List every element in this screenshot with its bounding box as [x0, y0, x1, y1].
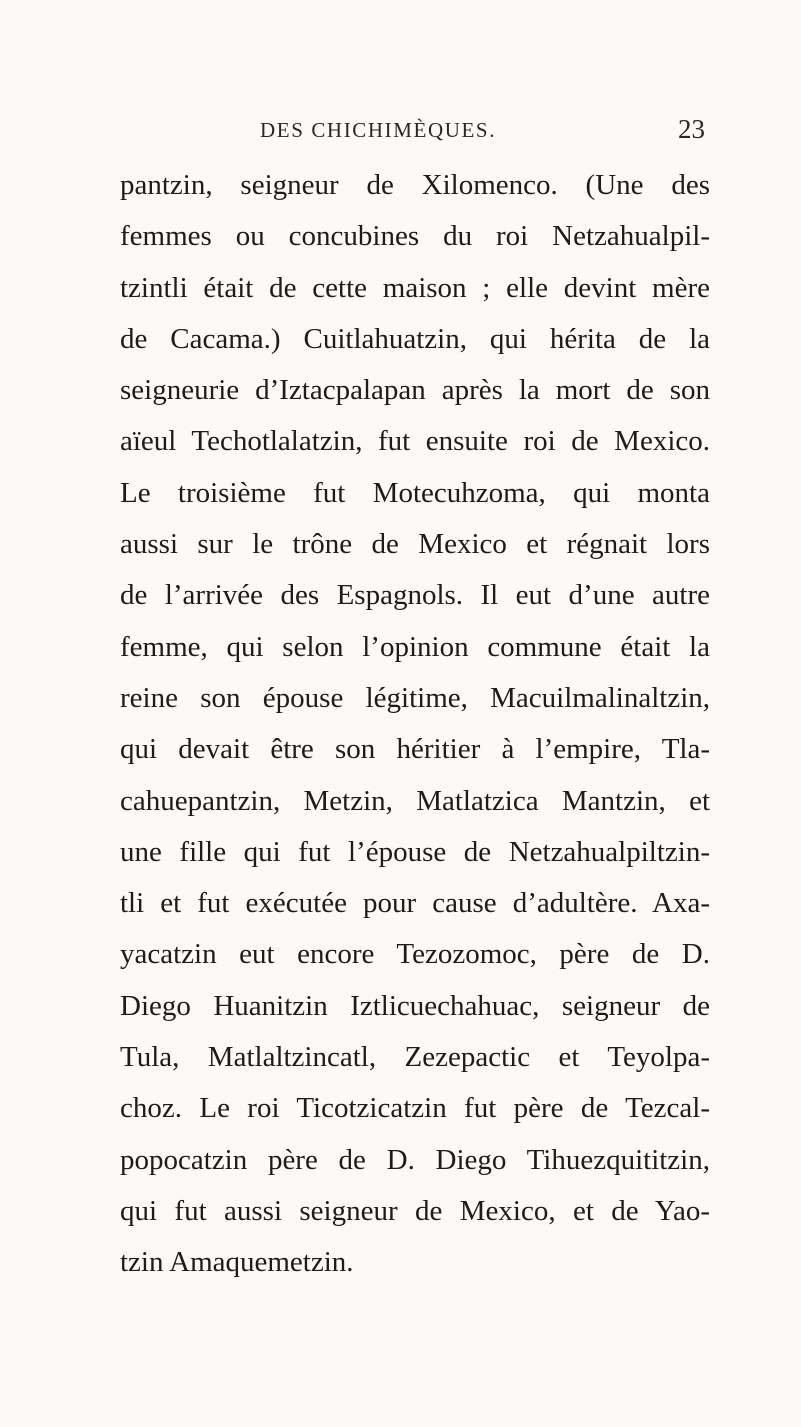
text-line: aussi sur le trône de Mexico et régnait lors [120, 528, 710, 561]
text-line: tzin Amaquemetzin. [120, 1246, 354, 1279]
text-line: une fille qui fut l’épouse de Netzahualpiltzin- [120, 835, 710, 868]
text-line: Diego Huanitzin Iztlicuechahuac, seigneur de [120, 989, 710, 1022]
text-line: choz. Le roi Ticotzicatzin fut père de Tezcal- [120, 1092, 710, 1125]
text-line: seigneurie d’Iztacpalapan après la mort de son [120, 374, 710, 407]
text-line: tzintli était de cette maison ; elle devint mère [120, 271, 710, 304]
text-line: yacatzin eut encore Tezozomoc, père de D. [120, 938, 710, 971]
text-line: Le troisième fut Motecuhzoma, qui monta [120, 476, 710, 509]
body-text [120, 160, 710, 1289]
running-head [120, 114, 705, 148]
text-line: qui devait être son héritier à l’empire, Tla- [120, 733, 710, 766]
text-line: reine son épouse légitime, Macuilmalinaltzin, [120, 681, 710, 714]
text-line: cahuepantzin, Metzin, Matlatzica Mantzin, et [120, 784, 710, 817]
text-line: qui fut aussi seigneur de Mexico, et de Yao- [120, 1194, 710, 1227]
text-line: de Cacama.) Cuitlahuatzin, qui hérita de la [120, 322, 710, 355]
page-number: 23 [678, 114, 705, 144]
text-line: popocatzin père de D. Diego Tihuezquititzin, [120, 1143, 710, 1176]
text-line: tli et fut exécutée pour cause d’adultère. Axa- [120, 887, 710, 920]
text-line: aïeul Techotlalatzin, fut ensuite roi de Mexico. [120, 425, 710, 458]
running-title: DES CHICHIMÈQUES. [260, 118, 497, 142]
text-line: femmes ou concubines du roi Netzahualpil- [120, 220, 710, 253]
text-line: Tula, Matlaltzincatl, Zezepactic et Teyolpa- [120, 1041, 710, 1074]
text-line: femme, qui selon l’opinion commune était la [120, 630, 710, 663]
text-line: de l’arrivée des Espagnols. Il eut d’une autre [120, 579, 710, 612]
text-line: pantzin, seigneur de Xilomenco. (Une des [120, 169, 710, 201]
